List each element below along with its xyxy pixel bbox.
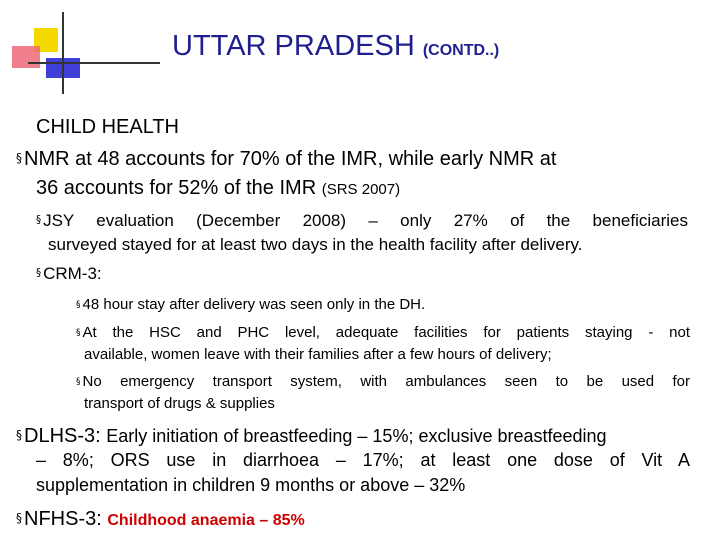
dlhs-line2-row xyxy=(36,450,690,471)
jsy-bullet xyxy=(36,211,688,231)
nmr-line1: NMR at 48 accounts for 70% of the IMR, while early NMR at xyxy=(24,148,557,170)
bullet-marker: § xyxy=(36,215,42,227)
title-main: UTTAR PRADESH xyxy=(172,30,415,62)
jsy-line2: surveyed stayed for at least two days in the health facility after delivery. xyxy=(48,235,583,254)
bullet-marker: § xyxy=(76,376,81,387)
crm-item-3-line1: No emergency transport system, with ambulances seen to be used for xyxy=(82,373,690,390)
bullet-marker: § xyxy=(76,299,81,310)
crm-label: CRM-3: xyxy=(43,264,102,283)
crm-item-2-line1: At the HSC and PHC level, adequate facilities for patients staying - not xyxy=(82,324,690,341)
crm-bullet xyxy=(36,264,102,284)
title-sub: (CONTD..) xyxy=(422,42,500,59)
bullet-marker: § xyxy=(16,151,22,165)
crm-item-2 xyxy=(76,324,690,341)
dlhs-line1: Early initiation of breastfeeding – 15%; exclusive breastfeeding xyxy=(106,426,607,446)
dlhs-line3: supplementation in children 9 months or above – 32% xyxy=(36,475,466,495)
jsy-line1: JSY evaluation (December 2008) – only 27% of the beneficiaries xyxy=(43,211,688,230)
page-title xyxy=(172,30,499,63)
crm-item-1 xyxy=(76,296,425,313)
crm-item-3-line2: transport of drugs & supplies xyxy=(84,395,275,412)
nmr-line2-row xyxy=(36,177,400,200)
dlhs-label: DLHS-3: xyxy=(24,425,101,447)
bullet-marker: § xyxy=(36,268,42,280)
crm-item-2-line2: available, women leave with their families after a few hours of delivery; xyxy=(84,346,552,363)
bullet-marker: § xyxy=(16,511,22,525)
bullet-marker: § xyxy=(76,327,81,338)
deco-horizontal-line xyxy=(28,62,160,64)
nmr-bullet xyxy=(16,148,556,171)
nmr-line2: 36 accounts for 52% of the IMR xyxy=(36,177,317,199)
deco-vertical-line xyxy=(62,12,64,94)
bullet-marker: § xyxy=(16,428,22,442)
nfhs-bullet xyxy=(16,508,305,531)
dlhs-line2: – 8%; ORS use in diarrhoea – 17%; at least one dose of Vit A xyxy=(36,450,690,470)
crm-item-3 xyxy=(76,373,690,390)
deco-red-square xyxy=(12,46,40,68)
nmr-source: (SRS 2007) xyxy=(321,181,401,198)
nfhs-label: NFHS-3: xyxy=(24,508,102,530)
dlhs-bullet xyxy=(16,425,607,448)
nfhs-value: Childhood anaemia – 85% xyxy=(107,512,305,529)
crm-item-1-text: 48 hour stay after delivery was seen only in the DH. xyxy=(82,296,426,313)
section-heading: CHILD HEALTH xyxy=(36,116,179,138)
